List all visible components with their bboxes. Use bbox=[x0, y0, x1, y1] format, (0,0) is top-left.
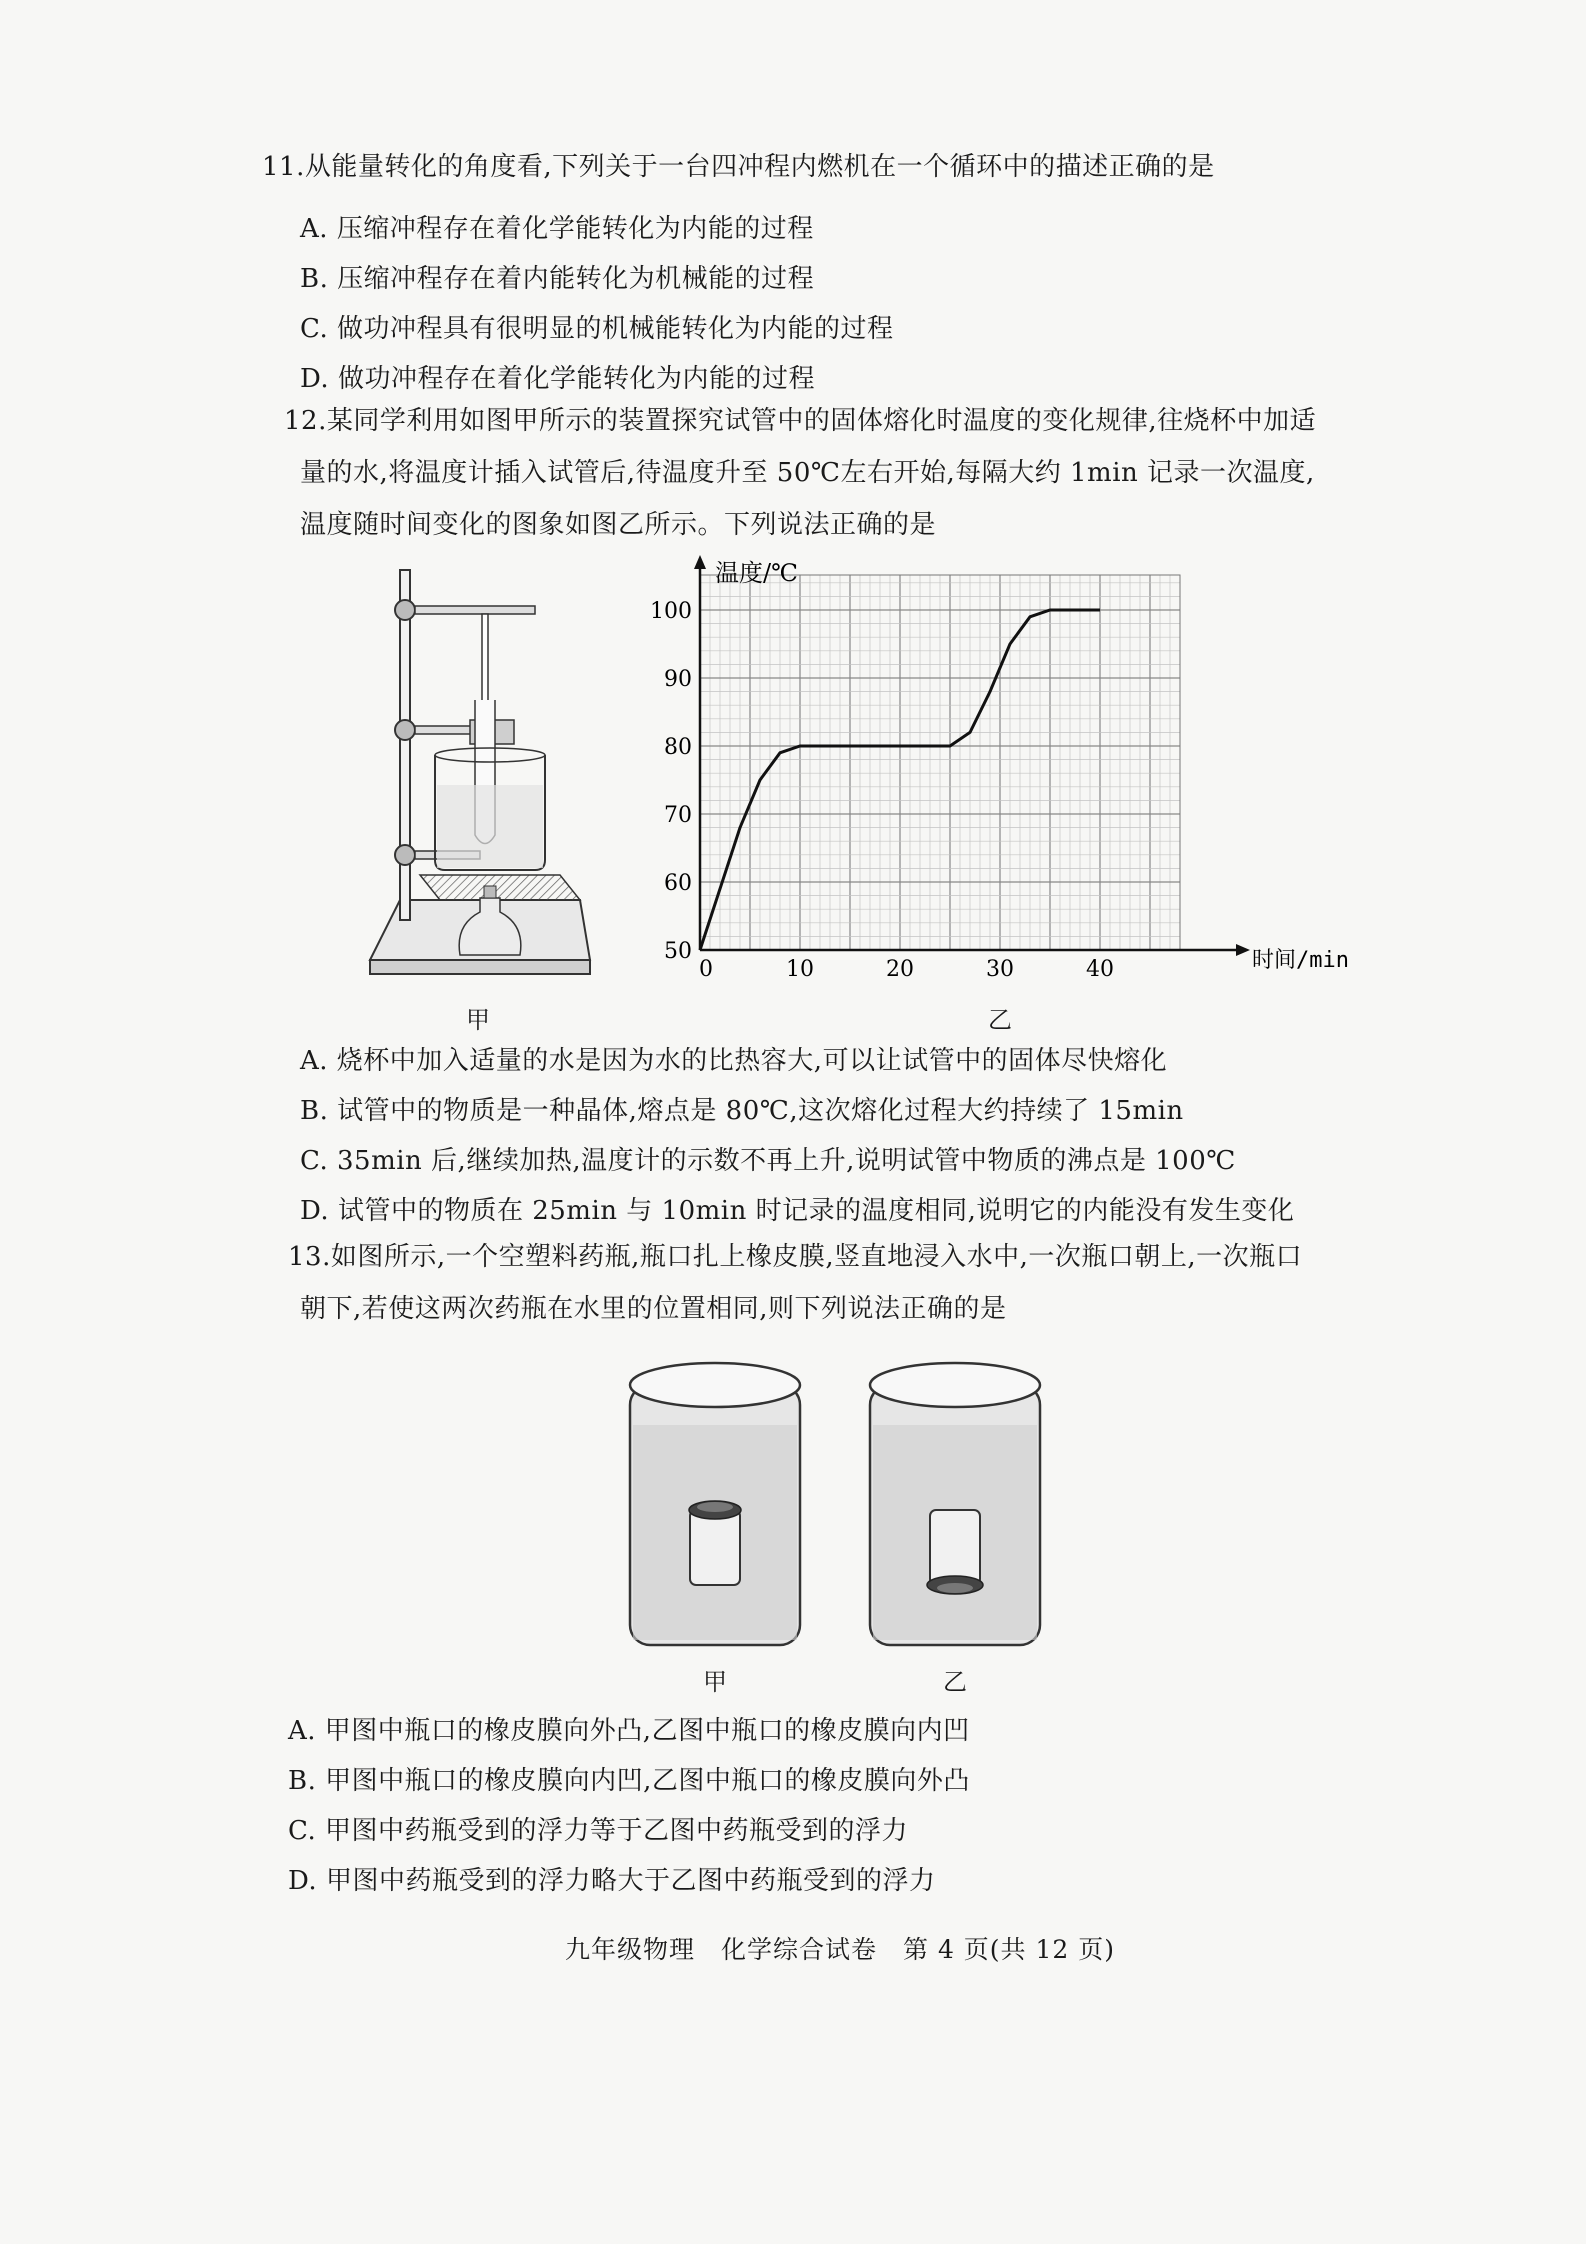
beaker-jia bbox=[630, 1363, 800, 1645]
q12-stem-line-1: 12.某同学利用如图甲所示的装置探究试管中的固体熔化时温度的变化规律,往烧杯中加适 bbox=[284, 406, 1317, 436]
x-axis-label: 时间/min bbox=[1252, 948, 1349, 973]
page-footer: 九年级物理 化学综合试卷 第 4 页(共 12 页) bbox=[565, 1935, 1116, 1964]
y-tick-label: 70 bbox=[664, 803, 692, 828]
y-tick-label: 80 bbox=[664, 735, 692, 760]
q11-option-a: A. 压缩冲程存在着化学能转化为内能的过程 bbox=[300, 214, 814, 244]
x-axis-arrow bbox=[1236, 944, 1250, 956]
y-axis-label: 温度/℃ bbox=[715, 559, 798, 587]
q12-option-d: D. 试管中的物质在 25min 与 10min 时记录的温度相同,说明它的内能没有发生变化 bbox=[300, 1196, 1295, 1226]
x-tick-label: 0 bbox=[699, 957, 713, 982]
y-tick-label: 90 bbox=[664, 667, 692, 692]
q11-stem: 11.从能量转化的角度看,下列关于一台四冲程内燃机在一个循环中的描述正确的是 bbox=[262, 152, 1215, 182]
q13-stem-line-2: 朝下,若使这两次药瓶在水里的位置相同,则下列说法正确的是 bbox=[300, 1294, 1007, 1324]
x-tick-label: 30 bbox=[986, 957, 1014, 982]
q13-stem-line-1: 13.如图所示,一个空塑料药瓶,瓶口扎上橡皮膜,竖直地浸入水中,一次瓶口朝上,一次瓶口 bbox=[288, 1242, 1303, 1272]
x-tick-label: 20 bbox=[886, 957, 914, 982]
x-tick-label: 10 bbox=[786, 957, 814, 982]
bottle-figure-label-yi: 乙 bbox=[943, 1668, 967, 1696]
q12-stem-line-2: 量的水,将温度计插入试管后,待温度升至 50℃左右开始,每隔大约 1min 记录一次温度, bbox=[300, 458, 1315, 488]
chart-figure-label: 乙 bbox=[988, 1006, 1012, 1034]
q11-option-d: D. 做功冲程存在着化学能转化为内能的过程 bbox=[300, 364, 815, 394]
q11-option-c: C. 做功冲程具有很明显的机械能转化为内能的过程 bbox=[300, 314, 894, 344]
apparatus-figure-label: 甲 bbox=[466, 1006, 490, 1034]
beaker-yi bbox=[870, 1363, 1040, 1645]
y-tick-label: 60 bbox=[664, 871, 692, 896]
q13-option-a: A. 甲图中瓶口的橡皮膜向外凸,乙图中瓶口的橡皮膜向内凹 bbox=[288, 1716, 970, 1746]
q12-stem-line-3: 温度随时间变化的图象如图乙所示。下列说法正确的是 bbox=[300, 510, 937, 540]
bottles-figure bbox=[620, 1345, 1060, 1655]
q12-option-c: C. 35min 后,继续加热,温度计的示数不再上升,说明试管中物质的沸点是 100℃ bbox=[300, 1146, 1236, 1176]
temperature-chart bbox=[640, 555, 1360, 985]
q13-option-b: B. 甲图中瓶口的橡皮膜向内凹,乙图中瓶口的橡皮膜向外凸 bbox=[288, 1766, 970, 1796]
y-tick-label: 50 bbox=[664, 939, 692, 964]
q13-option-c: C. 甲图中药瓶受到的浮力等于乙图中药瓶受到的浮力 bbox=[288, 1816, 908, 1846]
q12-option-a: A. 烧杯中加入适量的水是因为水的比热容大,可以让试管中的固体尽快熔化 bbox=[300, 1046, 1168, 1076]
x-tick-label: 40 bbox=[1086, 957, 1114, 982]
y-tick-label: 100 bbox=[650, 599, 692, 624]
y-axis-arrow bbox=[694, 555, 706, 569]
q13-option-d: D. 甲图中药瓶受到的浮力略大于乙图中药瓶受到的浮力 bbox=[288, 1866, 936, 1896]
q12-option-b: B. 试管中的物质是一种晶体,熔点是 80℃,这次熔化过程大约持续了 15min bbox=[300, 1096, 1184, 1126]
apparatus-figure bbox=[360, 560, 600, 990]
bottle-figure-label-jia: 甲 bbox=[703, 1668, 727, 1696]
q11-option-b: B. 压缩冲程存在着内能转化为机械能的过程 bbox=[300, 264, 815, 294]
